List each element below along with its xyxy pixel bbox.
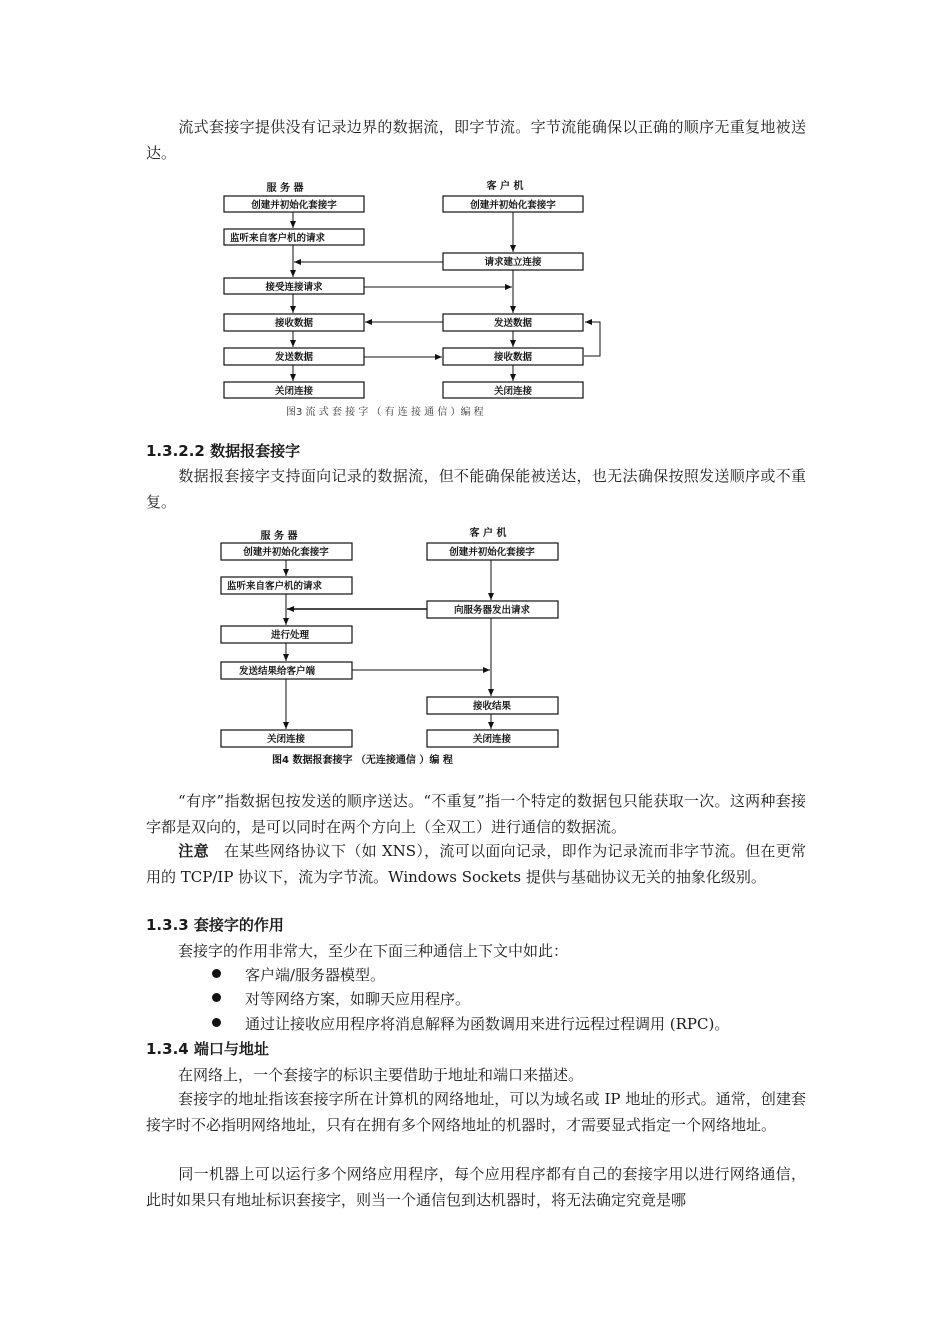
fig4-server-header: 服 务 器 (260, 531, 298, 542)
fig4-server-label: 进行处理 (271, 630, 310, 641)
section-134-para1: 在网络上，一个套接字的标识主要借助于地址和端口来描述。 (178, 1066, 584, 1084)
figure-3-caption: 图3 流 式 套 接 字 （ 有 连 接 通 信 ）编 程 (286, 407, 484, 418)
section-133-intro: 套接字的作用非常大，至少在下面三种通信上下文中如此： (178, 942, 569, 960)
section-134-heading: 1.3.4 端口与地址 (146, 1040, 269, 1058)
fig3-server-label: 接受连接请求 (265, 282, 323, 293)
section-133-heading: 1.3.3 套接字的作用 (146, 916, 284, 934)
fig4-server-label: 监听来自客户机的请求 (227, 581, 323, 592)
fig3-server-label: 接收数据 (274, 318, 314, 329)
fig3-server-label: 发送数据 (274, 352, 314, 363)
fig4-client-label: 接收结果 (472, 701, 512, 712)
ordered-paragraph: “有序”指数据包按发送的顺序送达。“不重复”指一个特定的数据包只能获取一次。这两种套接字都是双向的，是可以同时在两个方向上（全双工）进行通信的数据流。 (146, 792, 806, 836)
fig4-server-label: 发送结果给客户端 (239, 666, 316, 677)
note-paragraph: 注意 在某些网络协议下（如 XNS），流可以面向记录，即作为记录流而非字节流。但在更常用的 TCP/IP 协议下，流为字节流。Windows Sockets 提供与基础协议无关的抽象化级别。 (146, 842, 806, 886)
fig3-server-label: 关闭连接 (274, 386, 314, 397)
fig4-client-label: 关闭连接 (472, 734, 512, 745)
fig4-server-label: 创建并初始化套接字 (243, 547, 329, 558)
bullet-dot-icon (212, 969, 221, 978)
fig3-server-label: 监听来自客户机的请求 (230, 233, 326, 244)
section-134-para3: 同一机器上可以运行多个网络应用程序，每个应用程序都有自己的套接字用以进行网络通信，此时如果只有地址标识套接字，则当一个通信包到达机器时，将无法确定究竟是哪 (146, 1165, 806, 1209)
section-134-para2: 套接字的地址指该套接字所在计算机的网络地址，可以为域名或 IP 地址的形式。通常，创建套接字时不必指明网络地址，只有在拥有多个网络地址的机器时，才需要显式指定一个网络地址。 (146, 1090, 806, 1134)
fig3-client-label: 创建并初始化套接字 (470, 200, 556, 211)
intro-paragraph: 流式套接字提供没有记录边界的数据流，即字节流。字节流能确保以正确的顺序无重复地被送达。 (146, 118, 806, 162)
fig4-client-label: 向服务器发出请求 (453, 605, 531, 616)
bullet-dot-icon (212, 1018, 221, 1027)
bullet-item: 对等网络方案，如聊天应用程序。 (212, 987, 470, 1011)
fig3-client-label: 关闭连接 (493, 386, 533, 397)
fig4-server-label: 关闭连接 (266, 734, 306, 745)
fig3-server-label: 创建并初始化套接字 (251, 200, 337, 211)
fig3-client-label: 接收数据 (493, 352, 533, 363)
fig3-server-header: 服 务 器 (266, 183, 304, 194)
bullet-dot-icon (212, 993, 221, 1002)
fig3-client-label: 发送数据 (493, 318, 533, 329)
bullet-item: 通过让接收应用程序将消息解释为函数调用来进行远程过程调用 (RPC)。 (212, 1012, 729, 1036)
note-label: 注意 (178, 842, 209, 860)
fig4-client-label: 创建并初始化套接字 (449, 547, 535, 558)
section-1322-heading: 1.3.2.2 数据报套接字 (146, 442, 301, 460)
fig4-client-header: 客 户 机 (469, 528, 507, 539)
figure-4-caption: 图4 数据报套接字 （无连接通信 ）编 程 (272, 755, 453, 766)
section-1322-paragraph: 数据报套接字支持面向记录的数据流，但不能确保能被送达，也无法确保按照发送顺序或不重复。 (146, 467, 806, 511)
fig3-client-label: 请求建立连接 (484, 257, 542, 268)
fig3-client-header: 客 户 机 (486, 181, 524, 192)
bullet-item: 客户端/服务器模型。 (212, 963, 385, 987)
